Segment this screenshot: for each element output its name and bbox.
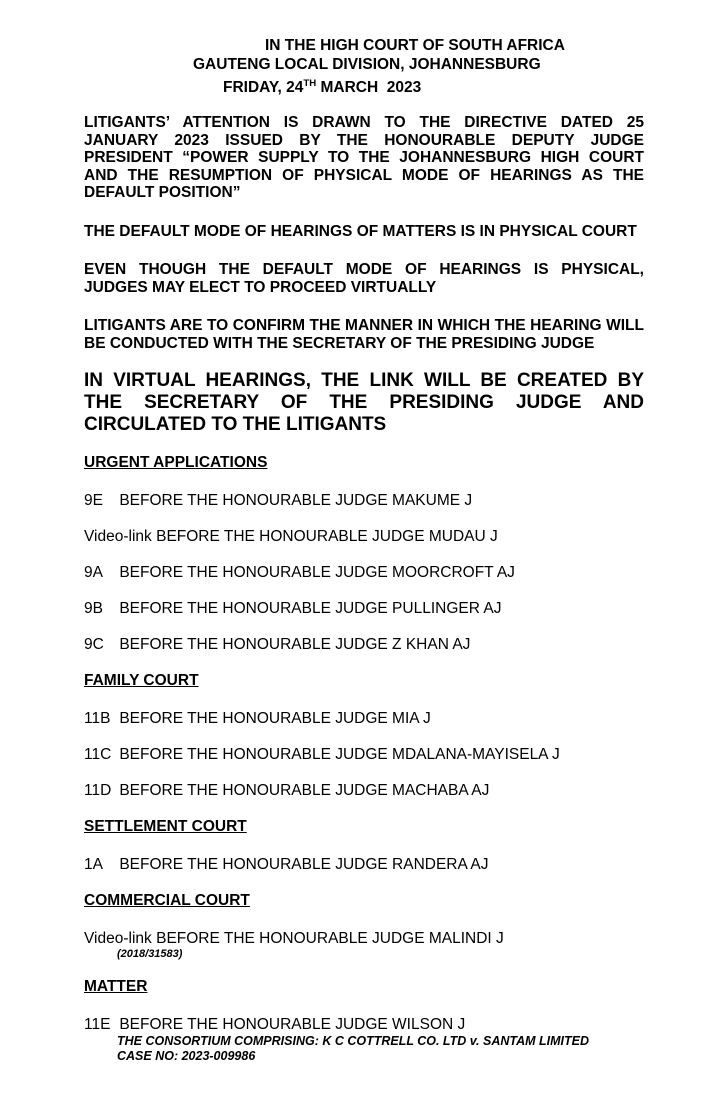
- entry-text: BEFORE THE HONOURABLE JUDGE MIA J: [119, 710, 431, 728]
- roll-entry: [84, 856, 644, 873]
- courtroom-label: 9E: [84, 492, 103, 510]
- section-heading-urgent-applications: URGENT APPLICATIONS: [84, 454, 268, 472]
- division-name: GAUTENG LOCAL DIVISION, JOHANNESBURG: [193, 56, 541, 73]
- section-heading-matter: MATTER: [84, 978, 148, 996]
- roll-entry-group: [84, 1016, 644, 1064]
- roll-entry: [84, 930, 644, 947]
- courtroom-label: 11C: [84, 746, 112, 764]
- roll-entry: [84, 710, 644, 727]
- entry-text: BEFORE THE HONOURABLE JUDGE WILSON J: [119, 1016, 466, 1034]
- entry-text: BEFORE THE HONOURABLE JUDGE Z KHAN AJ: [119, 636, 471, 654]
- roll-entry: [84, 636, 644, 653]
- roll-entry: [84, 600, 644, 617]
- courtroom-label: 11D: [84, 782, 112, 800]
- entry-text: BEFORE THE HONOURABLE JUDGE MOORCROFT AJ: [119, 564, 515, 582]
- section-commercial-court: [84, 892, 644, 961]
- entry-text: BEFORE THE HONOURABLE JUDGE PULLINGER AJ: [119, 600, 502, 618]
- entry-text: BEFORE THE HONOURABLE JUDGE MDALANA-MAYISELA J: [119, 746, 560, 764]
- roll-entry: [84, 746, 644, 763]
- case-number: (2018/31583): [117, 948, 183, 961]
- section-heading-family-court: FAMILY COURT: [84, 672, 199, 690]
- roll-entry: [84, 1016, 644, 1033]
- courtroom-label: Video-link: [84, 930, 152, 948]
- roll-entry: [84, 528, 644, 545]
- hearing-date-suffix: MARCH 2023: [316, 79, 422, 97]
- courtroom-label: 9B: [84, 600, 103, 618]
- section-matter: [84, 978, 644, 1064]
- courtroom-label: Video-link: [84, 528, 152, 546]
- courtroom-label: 11E: [84, 1016, 111, 1034]
- roll-entry: [84, 564, 644, 581]
- entry-text: BEFORE THE HONOURABLE JUDGE MUDAU J: [156, 528, 498, 546]
- section-heading-commercial-court: COMMERCIAL COURT: [84, 892, 250, 910]
- roll-entry: [84, 492, 644, 509]
- case-title: THE CONSORTIUM COMPRISING: K C COTTRELL CO. LTD v. SANTAM LIMITED CASE NO: 2023-009986: [117, 1034, 589, 1064]
- hearing-date-prefix: FRIDAY, 24: [223, 79, 304, 97]
- section-urgent-applications: [84, 454, 644, 653]
- notice-directive: LITIGANTS’ ATTENTION IS DRAWN TO THE DIRECTIVE DATED 25 JANUARY 2023 ISSUED BY THE HONOURABLE DEPUTY JUDGE PRESIDENT “POWER SUPPLY TO THE JOHANNESBURG HIGH COURT AND THE RESUMPTION OF PHYSICAL MODE OF HEARINGS AS THE DEFAULT POSITION”: [84, 114, 644, 202]
- entry-text: BEFORE THE HONOURABLE JUDGE MALINDI J: [156, 930, 504, 948]
- roll-entry: [84, 782, 644, 799]
- courtroom-label: 11B: [84, 710, 111, 728]
- courtroom-label: 9C: [84, 636, 104, 654]
- entry-text: BEFORE THE HONOURABLE JUDGE RANDERA AJ: [119, 856, 489, 874]
- roll-entry-group: [84, 930, 644, 961]
- section-settlement-court: [84, 818, 644, 873]
- section-heading-settlement-court: SETTLEMENT COURT: [84, 818, 247, 836]
- section-family-court: [84, 672, 644, 799]
- courtroom-label: 9A: [84, 564, 103, 582]
- document-header: [84, 36, 644, 97]
- notice-virtual-link: IN VIRTUAL HEARINGS, THE LINK WILL BE CREATED BY THE SECRETARY OF THE PRESIDING JUDGE AND CIRCULATED TO THE LITIGANTS: [84, 370, 644, 436]
- notice-default-mode: THE DEFAULT MODE OF HEARINGS OF MATTERS IS IN PHYSICAL COURT: [84, 222, 637, 240]
- hearing-date: [223, 74, 644, 97]
- entry-text: BEFORE THE HONOURABLE JUDGE MAKUME J: [119, 492, 473, 510]
- notice-confirm-manner: LITIGANTS ARE TO CONFIRM THE MANNER IN WHICH THE HEARING WILL BE CONDUCTED WITH THE SECRETARY OF THE PRESIDING JUDGE: [84, 317, 644, 352]
- notice-judges-may-elect: EVEN THOUGH THE DEFAULT MODE OF HEARINGS IS PHYSICAL, JUDGES MAY ELECT TO PROCEED VIRTUALLY: [84, 261, 644, 296]
- court-name: IN THE HIGH COURT OF SOUTH AFRICA: [265, 37, 565, 54]
- courtroom-label: 1A: [84, 856, 103, 874]
- hearing-date-ordinal: TH: [303, 78, 317, 89]
- entry-text: BEFORE THE HONOURABLE JUDGE MACHABA AJ: [119, 782, 490, 800]
